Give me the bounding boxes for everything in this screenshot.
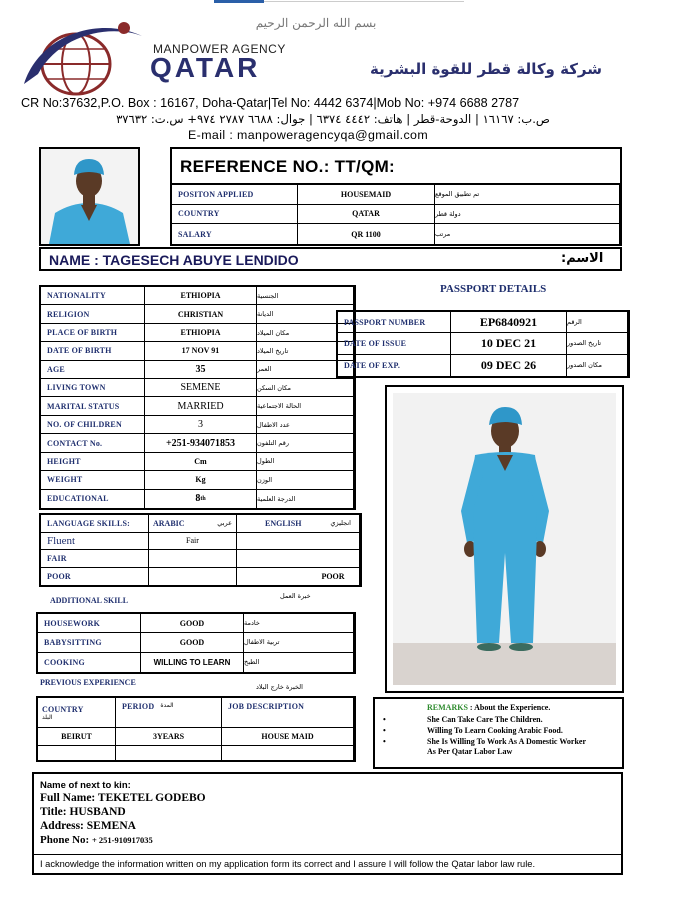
remarks-item-text: Willing To Learn Cooking Arabic Food.: [427, 726, 563, 735]
passport-label: DATE OF ISSUE: [338, 333, 451, 354]
skill-arabic: تربية الاطفال: [244, 633, 354, 652]
personal-value: CHRISTIAN: [145, 305, 257, 323]
applicant-name-arabic: الاسم:: [561, 251, 604, 266]
next-of-kin-box: [32, 772, 623, 875]
skill-value: GOOD: [141, 633, 244, 652]
passport-value: EP6840921: [451, 312, 567, 333]
prev-job-value: HOUSE MAID: [222, 728, 354, 746]
personal-arabic: الحالة الاجتماعية: [257, 397, 354, 415]
skill-arabic: الطبخ: [244, 653, 354, 672]
personal-value: +251-934071853: [145, 434, 257, 452]
language-level: POOR: [41, 568, 149, 586]
reference-row-arabic: دولة قطر: [435, 205, 620, 225]
kin-title: Name of next to kin:: [40, 780, 131, 791]
language-english-ar: انجليزي: [330, 519, 351, 528]
personal-value: MARRIED: [145, 397, 257, 415]
reference-row-label: COUNTRY: [172, 205, 298, 225]
portrait-photo: [39, 147, 140, 246]
personal-value: ETHIOPIA: [145, 287, 257, 305]
previous-experience-arabic: الخبرة خارج البلاد: [256, 683, 303, 691]
kin-full-name: Full Name: TEKETEL GODEBO: [40, 792, 206, 804]
personal-label: CONTACT No.: [41, 434, 145, 452]
passport-label: DATE OF EXP.: [338, 355, 451, 376]
language-english-value: [237, 550, 360, 568]
personal-value-education: [145, 490, 257, 508]
prev-period-label: PERIOD: [122, 702, 155, 711]
personal-value: 3: [145, 416, 257, 434]
language-col-arabic: [149, 515, 237, 533]
passport-title: PASSPORT DETAILS: [440, 283, 547, 295]
language-level: Fluent: [41, 533, 149, 551]
language-english-value: [237, 533, 360, 551]
full-body-photo: [385, 385, 624, 693]
header-logo: [20, 14, 144, 98]
remarks-intro: : About the Experience.: [469, 703, 551, 712]
prev-empty-cell: [222, 746, 354, 760]
portrait-photo-icon: [41, 149, 138, 244]
prev-country-header: [38, 698, 116, 728]
passport-table: [336, 310, 630, 378]
skill-label: BABYSITTING: [38, 633, 141, 652]
contact-arabic-line: ص.ب: ١٦١٦٧ | الدوحة-قطر | هاتف: ٤٤٤٢ ٦٣٧٤ | جوال: ٦٦٨٨ ٢٧٨٧ ٩٧٤+ س.ت: ٣٧٦٣٢: [116, 112, 550, 126]
personal-arabic: مكان الميلاد: [257, 324, 354, 342]
reference-row-value: QR 1100: [298, 224, 435, 244]
personal-arabic: الدرجة العلمية: [257, 490, 354, 508]
skill-value: GOOD: [141, 614, 244, 633]
language-english-value: POOR: [237, 568, 360, 586]
personal-label: MARITAL STATUS: [41, 397, 145, 415]
skill-arabic: خادمة: [244, 614, 354, 633]
personal-label: RELIGION: [41, 305, 145, 323]
acknowledge-bar: [34, 854, 621, 873]
language-english-label: ENGLISH: [265, 518, 302, 528]
reference-row-value: QATAR: [298, 205, 435, 225]
agency-arabic-title: شركة وكالة قطر للقوة البشرية: [370, 60, 602, 78]
personal-label: PLACE OF BIRTH: [41, 324, 145, 342]
additional-skill-table: [36, 612, 356, 674]
kin-phone-value: + 251-910917035: [91, 835, 153, 845]
personal-label: LIVING TOWN: [41, 379, 145, 397]
personal-arabic: الطول: [257, 453, 354, 471]
personal-label: NATIONALITY: [41, 287, 145, 305]
language-arabic-value: [149, 568, 237, 586]
education-level: 8: [195, 493, 201, 505]
language-arabic-value: Fair: [149, 533, 237, 551]
personal-arabic: مكان السكن: [257, 379, 354, 397]
skill-label: COOKING: [38, 653, 141, 672]
email-line: E-mail : manpoweragencyqa@gmail.com: [188, 128, 429, 142]
reference-row-label: SALARY: [172, 224, 298, 244]
prev-period-header: [116, 698, 222, 728]
passport-arabic: مكان الصدور: [567, 355, 628, 376]
reference-row-arabic: تم تطبيق الموقع: [435, 185, 620, 205]
kin-title-line: Title: HUSBAND: [40, 806, 126, 818]
reference-row-label: POSITON APPLIED: [172, 185, 298, 205]
personal-value: ETHIOPIA: [145, 324, 257, 342]
prev-country-ar: البلد: [42, 713, 53, 721]
skill-label: HOUSEWORK: [38, 614, 141, 633]
passport-label: PASSPORT NUMBER: [338, 312, 451, 333]
passport-value: 09 DEC 26: [451, 355, 567, 376]
language-arabic-ar: عربي: [217, 519, 232, 528]
remarks-item: [383, 726, 616, 735]
personal-value: SEMENE: [145, 379, 257, 397]
acknowledge-text: I acknowledge the information written on my application form its correct and I assure I will follow the Qatar labor law rule.: [40, 859, 536, 869]
language-title: LANGUAGE SKILLS:: [41, 515, 149, 533]
language-col-english: [237, 515, 360, 533]
personal-value: 17 NOV 91: [145, 342, 257, 360]
personal-arabic: الوزن: [257, 471, 354, 489]
bullet-icon: •: [383, 737, 386, 746]
kin-phone-label: Phone No:: [40, 834, 90, 846]
reference-box: [170, 147, 622, 183]
bismillah: بسم الله الرحمن الرحيم: [255, 16, 377, 30]
language-arabic-label: ARABIC: [153, 518, 185, 528]
remarks-box: [373, 697, 624, 769]
personal-label: AGE: [41, 361, 145, 379]
personal-arabic: العمر: [257, 361, 354, 379]
kin-phone: [40, 834, 153, 846]
remarks-item-text: She Is Willing To Work As A Domestic Worker As Per Qatar Labor Law: [427, 737, 586, 756]
remarks-item: [383, 737, 616, 757]
top-rule-gray: [264, 1, 464, 2]
personal-arabic: عدد الاطفال: [257, 416, 354, 434]
personal-label: WEIGHT: [41, 471, 145, 489]
agency-small-title: MANPOWER AGENCY: [153, 42, 286, 56]
prev-country-label: COUNTRY: [42, 704, 84, 714]
passport-arabic: تاريخ الصدور: [567, 333, 628, 354]
personal-label: DATE OF BIRTH: [41, 342, 145, 360]
education-suffix: th: [200, 495, 206, 502]
prev-job-label: JOB DESCRIPTION: [228, 702, 305, 711]
personal-details-table: [39, 285, 356, 510]
prev-job-header: [222, 698, 354, 728]
remarks-item: [383, 715, 616, 724]
additional-skill-arabic: خبرة العمل: [280, 592, 311, 600]
previous-experience-title: PREVIOUS EXPERIENCE: [40, 678, 136, 687]
additional-skill-title: ADDITIONAL SKILL: [50, 596, 129, 605]
personal-label: EDUCATIONAL: [41, 490, 145, 508]
language-skills-table: [39, 513, 362, 587]
personal-value: 35: [145, 361, 257, 379]
passport-arabic: الرقم: [567, 312, 628, 333]
full-body-photo-icon: [393, 393, 616, 685]
prev-country-value: BEIRUT: [38, 728, 116, 746]
passport-value: 10 DEC 21: [451, 333, 567, 354]
previous-experience-table: [36, 696, 356, 762]
skill-value: WILLING TO LEARN: [141, 653, 244, 672]
prev-period-value: 3YEARS: [116, 728, 222, 746]
contact-line: CR No:37632,P.O. Box : 16167, Doha-Qatar|Tel No: 4442 6374|Mob No: +974 6688 2787: [21, 96, 520, 110]
prev-period-ar: المدة: [160, 702, 174, 709]
reference-table: [170, 183, 622, 246]
reference-label: REFERENCE NO.: TT/QM:: [180, 157, 396, 176]
bullet-icon: •: [383, 715, 386, 724]
reference-row-value: HOUSEMAID: [298, 185, 435, 205]
personal-label: NO. OF CHILDREN: [41, 416, 145, 434]
top-rule: [214, 0, 264, 3]
language-level: FAIR: [41, 550, 149, 568]
personal-arabic: تاريخ الميلاد: [257, 342, 354, 360]
personal-value: Kg: [145, 471, 257, 489]
globe-swoosh-logo-icon: [20, 14, 144, 98]
personal-arabic: رقم التلفون: [257, 434, 354, 452]
kin-address: Address: SEMENA: [40, 820, 136, 832]
bullet-icon: •: [383, 726, 386, 735]
remarks-heading: [427, 703, 616, 712]
agency-big-title: QATAR: [150, 52, 261, 83]
remarks-item-text: She Can Take Care The Children.: [427, 715, 543, 724]
prev-empty-cell: [116, 746, 222, 760]
applicant-name: NAME : TAGESECH ABUYE LENDIDO: [49, 252, 299, 268]
name-bar: [39, 247, 622, 271]
language-arabic-value: [149, 550, 237, 568]
reference-row-arabic: مرتب: [435, 224, 620, 244]
prev-empty-cell: [38, 746, 116, 760]
personal-value: Cm: [145, 453, 257, 471]
personal-label: HEIGHT: [41, 453, 145, 471]
personal-arabic: الجنسية: [257, 287, 354, 305]
remarks-label: REMARKS: [427, 703, 468, 712]
personal-arabic: الديانة: [257, 305, 354, 323]
